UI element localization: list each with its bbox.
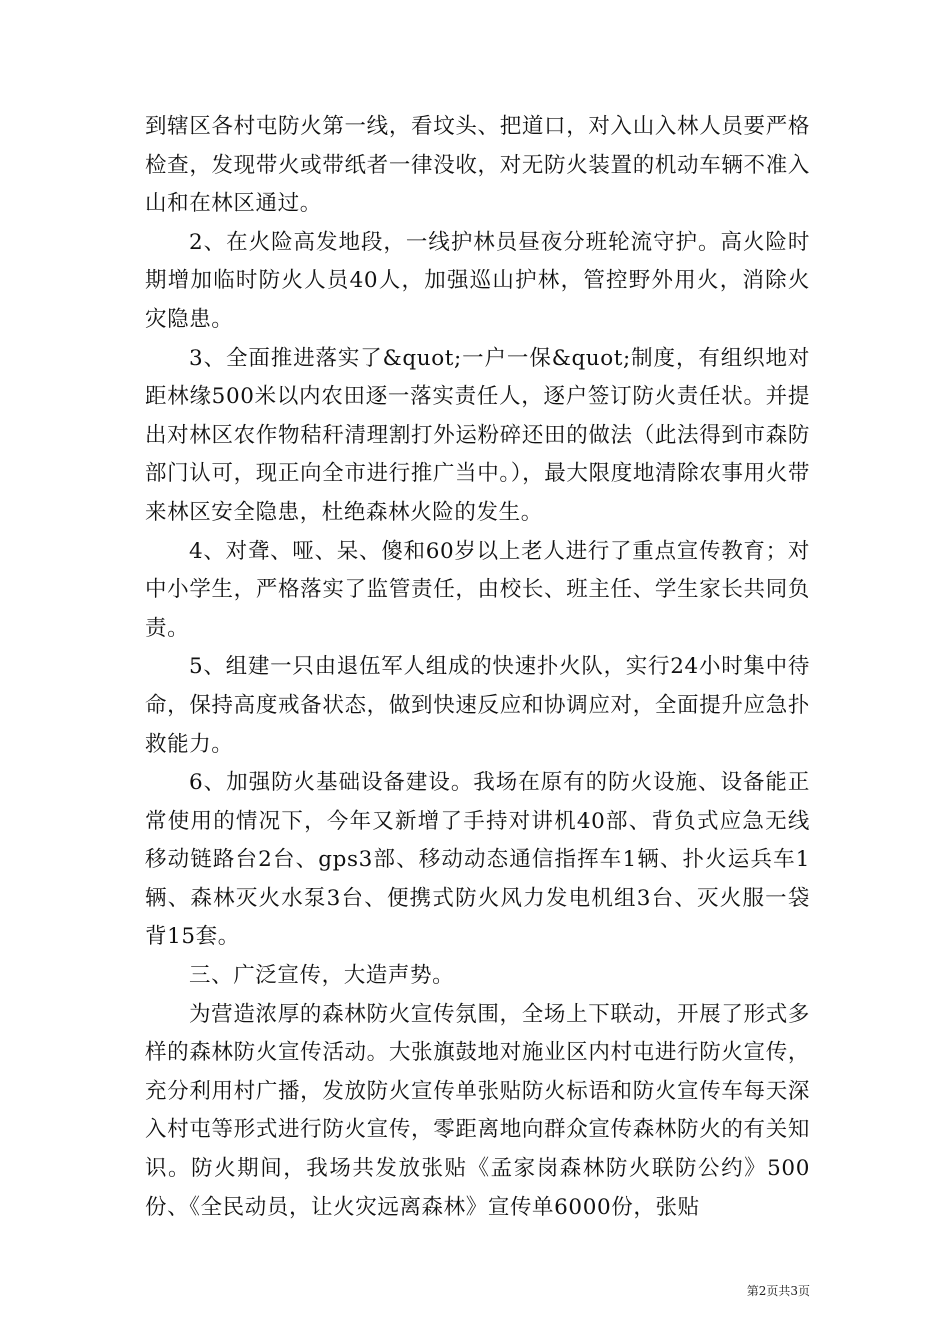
paragraph-item-2: 2、在火险高发地段，一线护林员昼夜分班轮流守护。高火险时期增加临时防火人员40人，加强巡山护林，管控野外用火，消除火灾隐患。	[145, 229, 810, 332]
section-heading-publicity: 三、广泛宣传，大造声势。	[189, 963, 455, 989]
page-number-footer: 第2页共3页	[746, 1284, 810, 1298]
document-body	[145, 108, 810, 1227]
paragraph-item-3: 3、全面推进落实了&quot;一户一保&quot;制度，有组织地对距林缘500米以内农田逐一落实责任人，逐户签订防火责任状。并提出对林区农作物秸秆清理割打外运粉碎还田的做法（此法得到市森防部门认可，现正向全市进行推广当中。），最大限度地清除农事用火带来林区安全隐患，杜绝森林火险的发生。	[145, 345, 810, 525]
paragraph-item-5: 5、组建一只由退伍军人组成的快速扑火队，实行24小时集中待命，保持高度戒备状态，做到快速反应和协调应对，全面提升应急扑救能力。	[145, 654, 810, 757]
paragraph-publicity: 为营造浓厚的森林防火宣传氛围，全场上下联动，开展了形式多样的森林防火宣传活动。大张旗鼓地对施业区内村屯进行防火宣传，充分利用村广播，发放防火宣传单张贴防火标语和防火宣传车每天深入村屯等形式进行防火宣传，零距离地向群众宣传森林防火的有关知识。防火期间，我场共发放张贴《孟家岗森林防火联防公约》500份、《全民动员，让火灾远离森林》宣传单6000份，张贴	[145, 1001, 810, 1220]
paragraph-item-6: 6、加强防火基础设备建设。我场在原有的防火设施、设备能正常使用的情况下，今年又新增了手持对讲机40部、背负式应急无线移动链路台2台、gps3部、移动动态通信指挥车1辆、扑火运兵车1辆、森林灭火水泵3台、便携式防火风力发电机组3台、灭火服一袋背15套。	[145, 770, 810, 950]
paragraph-item-4: 4、对聋、哑、呆、傻和60岁以上老人进行了重点宣传教育；对中小学生，严格落实了监管责任，由校长、班主任、学生家长共同负责。	[145, 538, 810, 641]
paragraph-continuation: 到辖区各村屯防火第一线，看坟头、把道口，对入山入林人员要严格检查，发现带火或带纸者一律没收，对无防火装置的机动车辆不准入山和在林区通过。	[145, 114, 810, 217]
